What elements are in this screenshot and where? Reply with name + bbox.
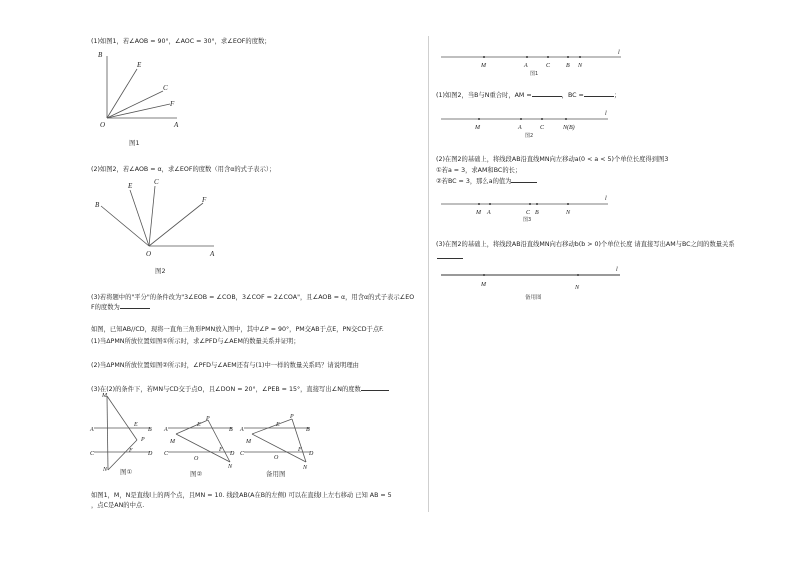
question-3-line1: (3)若将题中的"平分"的条件改为"3∠EOB = ∠COB，3∠COF = 2∠COA"，且∠AOB = α，用含α的式子表示∠EO bbox=[91, 294, 415, 301]
r-fig4-caption: 备用图 bbox=[525, 295, 542, 301]
r-q1-end: ； bbox=[613, 92, 621, 99]
svg-text:D: D bbox=[230, 451, 235, 457]
svg-text:A: A bbox=[164, 427, 168, 433]
r4-n: N bbox=[575, 285, 580, 291]
fig1-label-b: B bbox=[98, 51, 103, 59]
r3-m: M bbox=[476, 210, 481, 216]
r2-c: C bbox=[540, 125, 545, 131]
svg-text:N: N bbox=[303, 465, 308, 471]
svg-text:B: B bbox=[229, 427, 233, 433]
svg-text:D: D bbox=[148, 451, 153, 457]
triangle-part-3-text: (3)在(2)的条件下，若MN与CD交于点O，且∠DON = 20°，∠PEB = 15°，直接写出∠N的度数 bbox=[91, 386, 361, 393]
question-2: (2)如图2，若∠AOB = α，求∠EOF的度数（用含α的式子表示）； bbox=[91, 166, 276, 173]
svg-text:E: E bbox=[197, 422, 201, 428]
r-question-3: (3)在图2的基础上，将线段AB沿直线MN向右移动b(b > 0)个单位长度 请直接写出AM与BC之间的数量关系 bbox=[436, 241, 735, 248]
r3-n: N bbox=[566, 210, 571, 216]
r1-n: N bbox=[578, 63, 583, 69]
svg-text:M: M bbox=[246, 439, 251, 445]
r4-m: M bbox=[481, 282, 486, 288]
r2-m: M bbox=[475, 125, 480, 131]
r-fig1-caption: 图1 bbox=[530, 71, 539, 77]
fig2-label-a: A bbox=[210, 250, 215, 258]
r-q1-mid: ，BC = bbox=[561, 92, 584, 99]
fig2-label-b: B bbox=[95, 201, 100, 209]
fig1-label-a: A bbox=[174, 121, 179, 129]
triangle-intro: 如图，已知AB//CD，现将一直角三角形PMN放入图中，其中∠P = 90°，PM交AB于点E，PN交CD于点F. bbox=[91, 326, 384, 333]
svg-text:F: F bbox=[129, 448, 133, 454]
fig2-label-o: O bbox=[146, 250, 152, 258]
triangle-part-1: (1)当ΔPMN所放位置如图①所示时，求∠PFD与∠AEM的数量关系并证明； bbox=[91, 338, 300, 345]
svg-text:C: C bbox=[240, 451, 245, 457]
fig2-label-f: F bbox=[202, 196, 207, 204]
svg-text:O: O bbox=[194, 456, 199, 462]
answer-blank-a[interactable] bbox=[511, 182, 537, 183]
r-q1-text: (1)如图2，当B与N重合时，AM = bbox=[436, 92, 532, 99]
fig2-label-c: C bbox=[154, 178, 159, 186]
svg-text:B: B bbox=[148, 427, 152, 433]
question-3-text: F的度数为 bbox=[91, 304, 120, 311]
r-question-2: (2)在图2的基础上，将线段AB沿直线MN向左移动a(0 < a < 5)个单位长度得到图3 bbox=[436, 156, 669, 163]
r1-b: B bbox=[566, 63, 570, 69]
segment-problem-line2: ，点C是AN的中点. bbox=[91, 502, 145, 509]
r1-c: C bbox=[546, 63, 551, 69]
r2-a: A bbox=[518, 125, 522, 131]
r2-nb: N(B) bbox=[563, 125, 575, 131]
fig1-caption: 图1 bbox=[129, 139, 140, 147]
fig1-label-f: F bbox=[170, 100, 175, 108]
fig2-caption: 图2 bbox=[155, 267, 166, 275]
svg-text:P: P bbox=[141, 437, 145, 443]
fig1-label-o: O bbox=[100, 121, 106, 129]
r3-b: B bbox=[535, 210, 539, 216]
answer-blank-am[interactable] bbox=[532, 96, 562, 97]
r-question-1 bbox=[436, 92, 620, 100]
svg-text:C: C bbox=[164, 451, 169, 457]
answer-blank-bc[interactable] bbox=[584, 96, 614, 97]
r-question-2a: ①若a = 3，求AM和BC的长； bbox=[436, 167, 522, 174]
triangle-part-2: (2)当ΔPMN所放位置如图②所示时，∠PFD与∠AEM还有与(1)中一样的数量关系吗？请说明理由 bbox=[91, 362, 359, 369]
svg-text:E: E bbox=[276, 422, 280, 428]
tri-caption-3: 备用图 bbox=[266, 470, 286, 478]
svg-text:P: P bbox=[206, 416, 210, 422]
svg-text:O: O bbox=[274, 455, 279, 461]
svg-text:B: B bbox=[306, 427, 310, 433]
svg-text:A: A bbox=[90, 427, 94, 433]
svg-text:F: F bbox=[298, 447, 302, 453]
r1-m: M bbox=[481, 63, 486, 69]
svg-text:A: A bbox=[240, 427, 244, 433]
tri-caption-2: 图② bbox=[190, 470, 203, 478]
fig2-label-e: E bbox=[128, 182, 133, 190]
svg-text:M: M bbox=[170, 439, 175, 445]
r-fig2-caption: 图2 bbox=[525, 133, 534, 139]
r2-l: l bbox=[605, 111, 607, 117]
svg-text:C: C bbox=[90, 451, 95, 457]
answer-blank-relation[interactable] bbox=[437, 258, 463, 259]
svg-text:F: F bbox=[219, 447, 223, 453]
svg-text:N: N bbox=[228, 464, 233, 470]
r3-a: A bbox=[487, 210, 491, 216]
r1-l: l bbox=[618, 50, 620, 56]
r-fig3-caption: 图3 bbox=[523, 217, 532, 223]
r1-a: A bbox=[524, 63, 528, 69]
r-q2b-text: ②若BC = 3，那么a的值为 bbox=[436, 178, 512, 185]
question-1: (1)如图1，若∠AOB = 90°，∠AOC = 30°，求∠EOF的度数； bbox=[91, 38, 271, 45]
tri-caption-1: 图① bbox=[120, 468, 133, 476]
segment-problem-line1: 如图1，M，N是直线l上的两个点，且MN = 10. 线段AB(A在B的左侧) 可以在直线l上左右移动 已知 AB = 5 bbox=[91, 492, 392, 499]
r3-l: l bbox=[605, 196, 607, 202]
fig1-label-c: C bbox=[163, 84, 168, 92]
svg-text:N: N bbox=[103, 467, 108, 473]
svg-text:P: P bbox=[290, 414, 294, 420]
r3-c: C bbox=[526, 210, 531, 216]
svg-text:D: D bbox=[309, 451, 314, 457]
r-question-2b bbox=[436, 178, 537, 186]
fig1-label-e: E bbox=[137, 61, 142, 69]
r4-l: l bbox=[616, 267, 618, 273]
svg-text:M: M bbox=[102, 393, 107, 399]
svg-text:E: E bbox=[134, 422, 138, 428]
